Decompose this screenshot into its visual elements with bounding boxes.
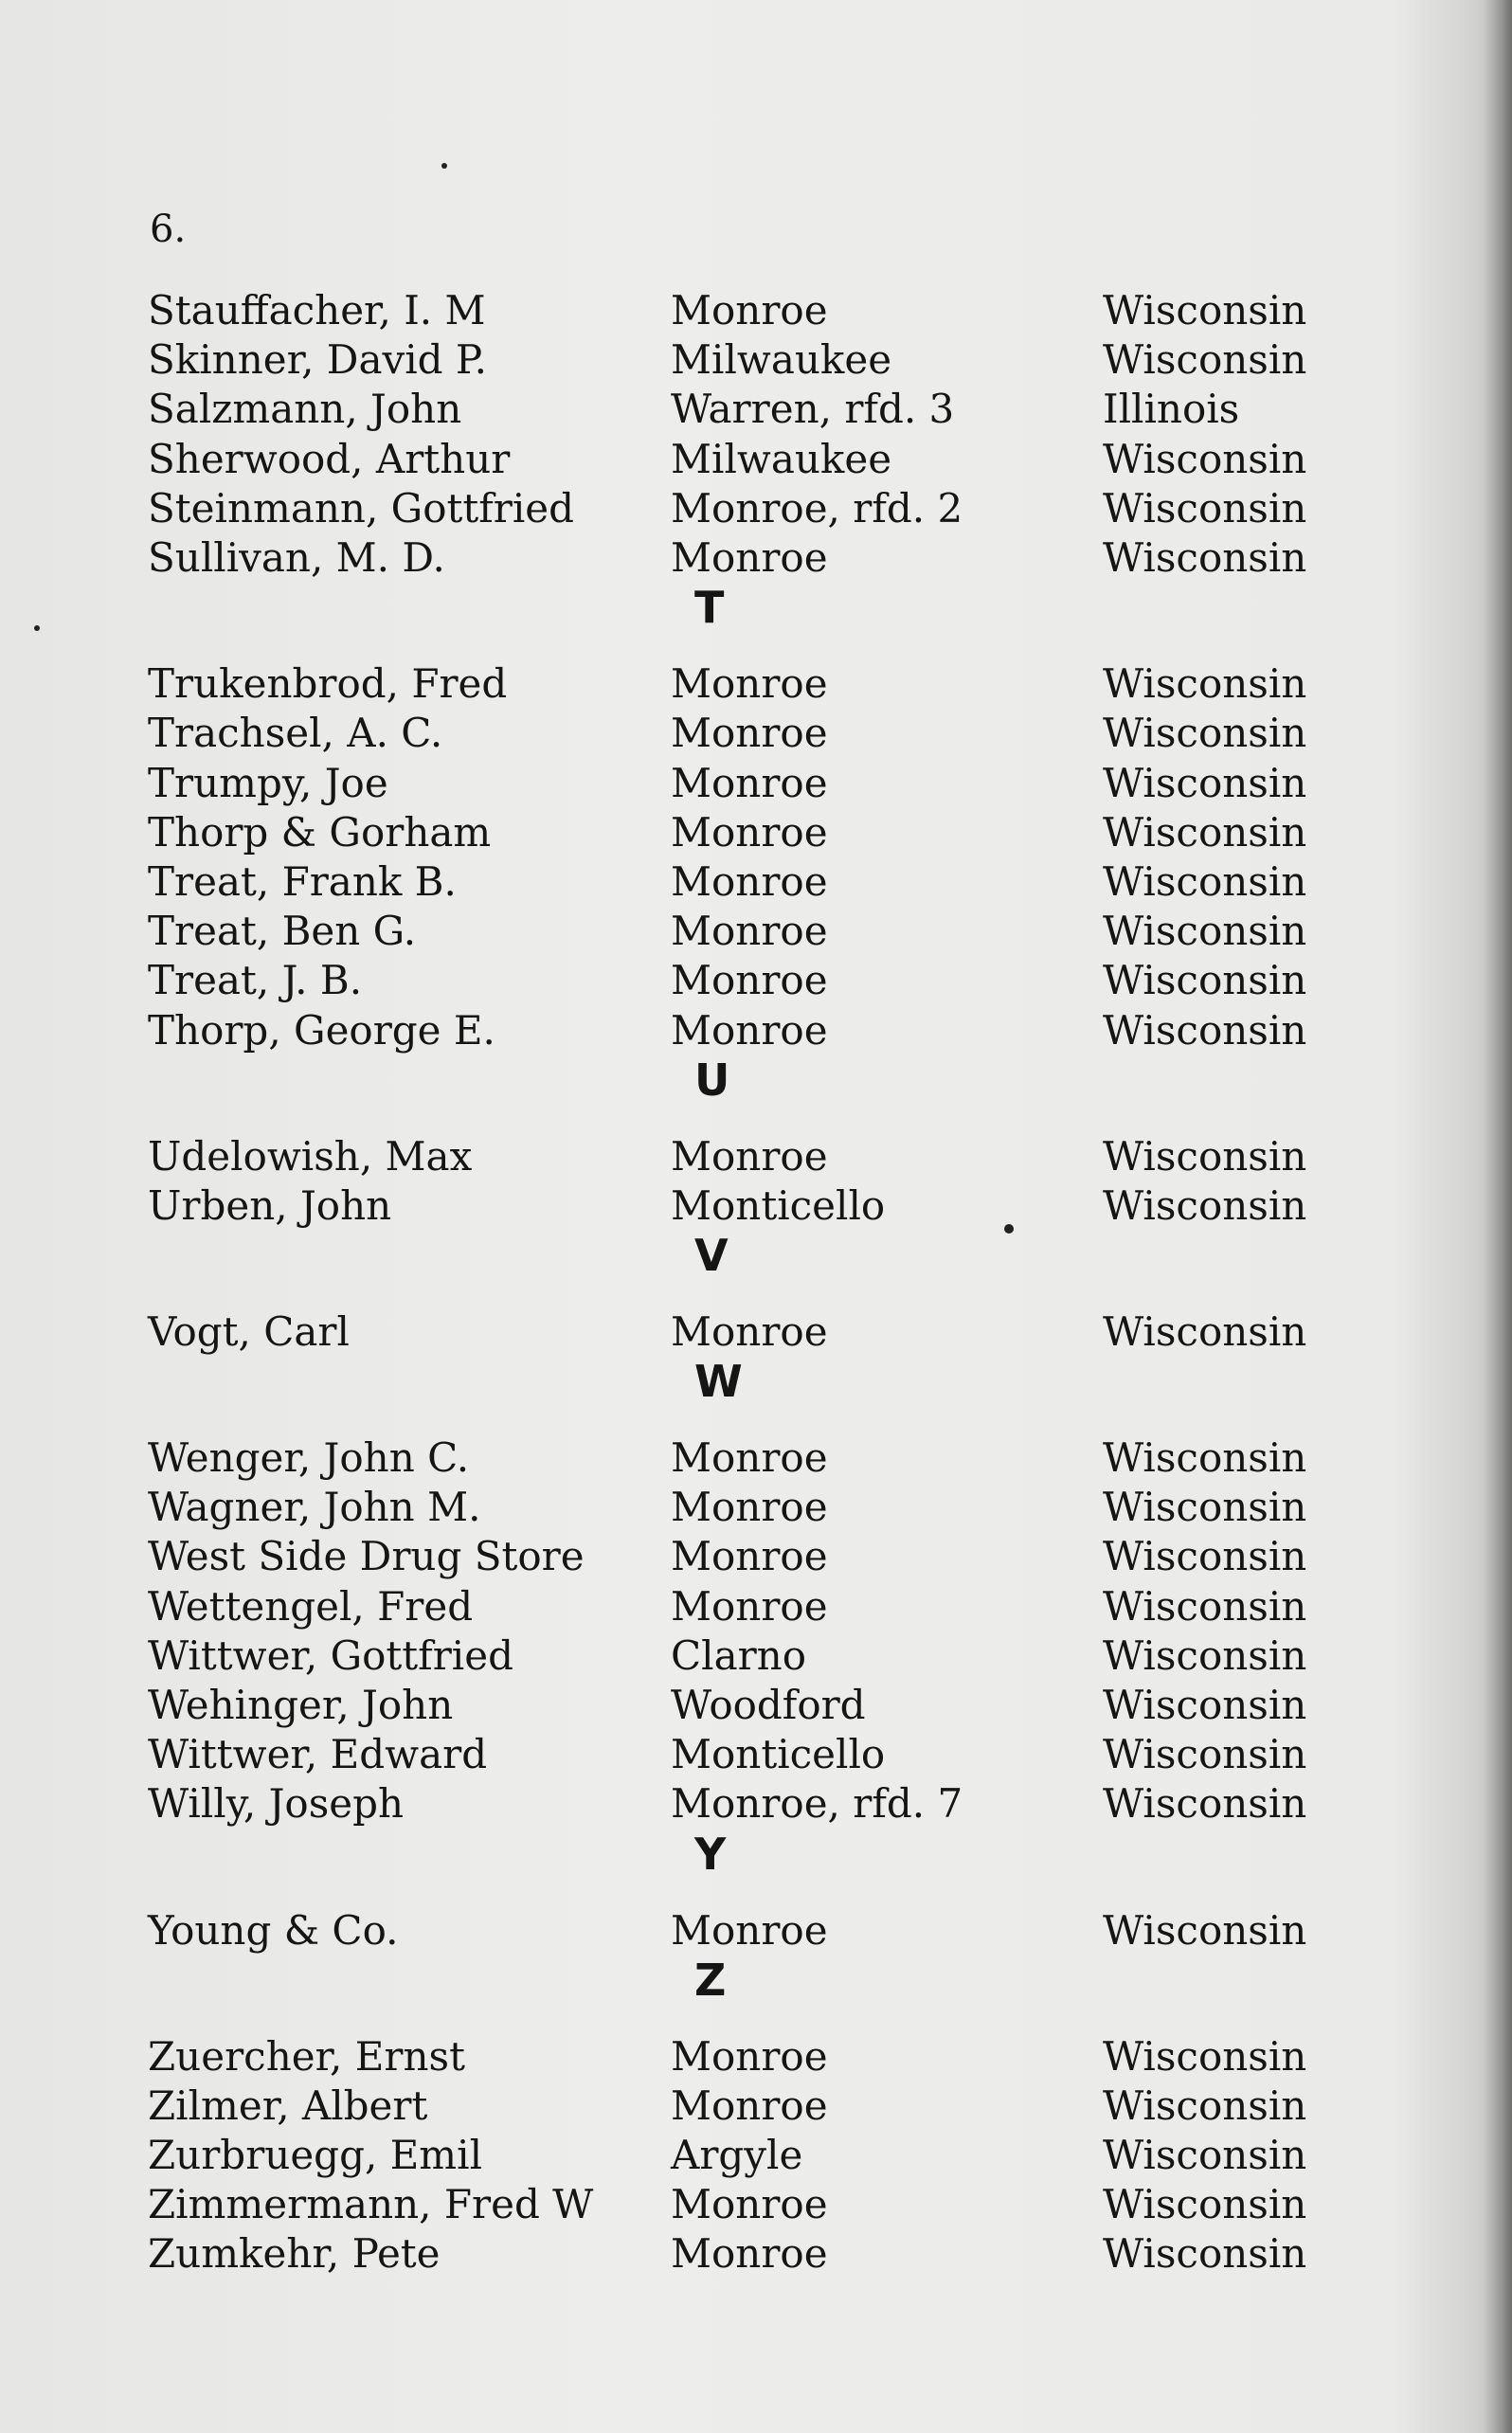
- entry-name: Young & Co.: [148, 1907, 399, 1954]
- directory-entry: [0, 808, 1512, 857]
- entry-state: Wisconsin: [1103, 1682, 1307, 1728]
- entry-city: Monroe: [671, 2181, 828, 2227]
- entry-name: Vogt, Carl: [148, 1308, 350, 1355]
- entry-name: Stauffacher, I. M: [148, 287, 486, 333]
- entry-name: Treat, J. B.: [148, 957, 363, 1003]
- entry-city: Milwaukee: [671, 336, 892, 383]
- entry-city: Monroe, rfd. 7: [671, 1780, 963, 1827]
- directory-entry: [0, 1006, 1512, 1055]
- directory-entry: [0, 2032, 1512, 2082]
- entry-state: Wisconsin: [1103, 660, 1307, 707]
- entry-city: Monroe: [671, 534, 828, 581]
- entry-city: Monroe: [671, 660, 828, 707]
- entry-name: Sullivan, M. D.: [148, 534, 445, 581]
- entry-city: Monroe: [671, 908, 828, 954]
- entry-state: Wisconsin: [1103, 1182, 1307, 1229]
- entry-state: Wisconsin: [1103, 2033, 1307, 2080]
- entry-state: Wisconsin: [1103, 1583, 1307, 1630]
- page-number: 6.: [150, 207, 187, 251]
- entry-state: Wisconsin: [1103, 710, 1307, 756]
- entry-city: Monticello: [671, 1182, 886, 1229]
- entry-city: Milwaukee: [671, 436, 892, 482]
- entry-name: Salzmann, John: [148, 386, 462, 432]
- entry-name: Treat, Frank B.: [148, 858, 457, 905]
- entry-state: Wisconsin: [1103, 1133, 1307, 1180]
- directory-entry: [0, 956, 1512, 1005]
- entry-name: Zumkehr, Pete: [148, 2230, 441, 2277]
- directory-entry: [0, 1730, 1512, 1779]
- entry-state: Wisconsin: [1103, 1907, 1307, 1954]
- directory-entry: [0, 2229, 1512, 2279]
- entry-state: Wisconsin: [1103, 534, 1307, 581]
- directory-entry: [0, 907, 1512, 956]
- ink-speck: [441, 163, 447, 169]
- directory-entry: [0, 533, 1512, 583]
- entry-name: Skinner, David P.: [148, 336, 487, 383]
- entry-state: Wisconsin: [1103, 2181, 1307, 2227]
- entry-city: Monroe: [671, 1484, 828, 1530]
- section-letter: W: [694, 1356, 743, 1407]
- section-letter: V: [694, 1230, 729, 1281]
- directory-entry: [0, 1132, 1512, 1181]
- entry-state: Illinois: [1103, 386, 1240, 432]
- entry-state: Wisconsin: [1103, 2230, 1307, 2277]
- entry-city: Monroe: [671, 858, 828, 905]
- entry-state: Wisconsin: [1103, 957, 1307, 1003]
- directory-entry: [0, 857, 1512, 907]
- entry-city: Monticello: [671, 1731, 886, 1777]
- entry-city: Monroe: [671, 1583, 828, 1630]
- entry-city: Monroe: [671, 809, 828, 856]
- entry-state: Wisconsin: [1103, 809, 1307, 856]
- entry-state: Wisconsin: [1103, 760, 1307, 806]
- entry-name: Wettengel, Fred: [148, 1583, 474, 1630]
- entry-name: Sherwood, Arthur: [148, 436, 511, 482]
- entry-state: Wisconsin: [1103, 1434, 1307, 1481]
- entry-city: Monroe: [671, 1133, 828, 1180]
- entry-city: Monroe: [671, 287, 828, 333]
- entry-name: Zurbruegg, Emil: [148, 2132, 483, 2178]
- directory-entry: [0, 1433, 1512, 1483]
- entry-city: Monroe: [671, 2230, 828, 2277]
- entry-name: Treat, Ben G.: [148, 908, 417, 954]
- directory-entry: [0, 1181, 1512, 1231]
- entry-city: Monroe: [671, 1533, 828, 1579]
- section-letter: U: [694, 1054, 730, 1106]
- entry-name: Zuercher, Ernst: [148, 2033, 465, 2080]
- entry-state: Wisconsin: [1103, 336, 1307, 383]
- entry-city: Argyle: [671, 2132, 803, 2178]
- entry-name: Thorp & Gorham: [148, 809, 492, 856]
- page-edge-shadow: [1484, 0, 1512, 2433]
- entry-state: Wisconsin: [1103, 1007, 1307, 1054]
- entry-name: Zilmer, Albert: [148, 2082, 428, 2129]
- entry-city: Monroe: [671, 2082, 828, 2129]
- directory-entry: [0, 484, 1512, 533]
- entry-name: Wittwer, Gottfried: [148, 1632, 513, 1679]
- entry-state: Wisconsin: [1103, 1484, 1307, 1530]
- entry-name: Wagner, John M.: [148, 1484, 481, 1530]
- directory-entry: [0, 385, 1512, 434]
- entry-name: Thorp, George E.: [148, 1007, 495, 1054]
- entry-state: Wisconsin: [1103, 1731, 1307, 1777]
- entry-state: Wisconsin: [1103, 1308, 1307, 1355]
- directory-entry: [0, 2131, 1512, 2180]
- entry-name: West Side Drug Store: [148, 1533, 585, 1579]
- entry-state: Wisconsin: [1103, 1533, 1307, 1579]
- entry-state: Wisconsin: [1103, 1780, 1307, 1827]
- directory-entry: [0, 335, 1512, 385]
- directory-entry: [0, 1532, 1512, 1581]
- entry-name: Trukenbrod, Fred: [148, 660, 508, 707]
- directory-entry: [0, 709, 1512, 758]
- directory-entry: [0, 286, 1512, 335]
- section-letter: Y: [694, 1829, 727, 1880]
- entry-city: Monroe: [671, 957, 828, 1003]
- section-letter: T: [694, 582, 725, 633]
- entry-state: Wisconsin: [1103, 485, 1307, 532]
- entry-city: Monroe: [671, 2033, 828, 2080]
- entry-name: Wittwer, Edward: [148, 1731, 488, 1777]
- entry-state: Wisconsin: [1103, 858, 1307, 905]
- entry-city: Monroe, rfd. 2: [671, 485, 963, 532]
- directory-entry: [0, 659, 1512, 709]
- entry-city: Monroe: [671, 710, 828, 756]
- entry-name: Urben, John: [148, 1182, 392, 1229]
- entry-name: Trachsel, A. C.: [148, 710, 443, 756]
- ink-speck: [34, 625, 40, 631]
- entry-city: Monroe: [671, 1907, 828, 1954]
- entry-city: Monroe: [671, 1434, 828, 1481]
- directory-entry: [0, 1631, 1512, 1681]
- entry-name: Trumpy, Joe: [148, 760, 388, 806]
- directory-entry: [0, 2180, 1512, 2229]
- entry-city: Monroe: [671, 1308, 828, 1355]
- entry-name: Steinmann, Gottfried: [148, 485, 575, 532]
- entry-name: Udelowish, Max: [148, 1133, 473, 1180]
- entry-city: Warren, rfd. 3: [671, 386, 955, 432]
- directory-entry: [0, 1307, 1512, 1357]
- entry-city: Monroe: [671, 1007, 828, 1054]
- entry-state: Wisconsin: [1103, 2132, 1307, 2178]
- entry-state: Wisconsin: [1103, 287, 1307, 333]
- entry-city: Woodford: [671, 1682, 866, 1728]
- entry-state: Wisconsin: [1103, 436, 1307, 482]
- directory-entry: [0, 1681, 1512, 1730]
- entry-name: Wenger, John C.: [148, 1434, 470, 1481]
- entry-city: Clarno: [671, 1632, 807, 1679]
- directory-entry: [0, 1779, 1512, 1829]
- directory-entry: [0, 1906, 1512, 1955]
- directory-entry: [0, 435, 1512, 484]
- directory-entry: [0, 759, 1512, 808]
- entry-state: Wisconsin: [1103, 908, 1307, 954]
- entry-name: Wehinger, John: [148, 1682, 454, 1728]
- directory-entry: [0, 2082, 1512, 2131]
- entry-name: Zimmermann, Fred W: [148, 2181, 594, 2227]
- entry-city: Monroe: [671, 760, 828, 806]
- directory-entry: [0, 1483, 1512, 1532]
- entry-state: Wisconsin: [1103, 2082, 1307, 2129]
- entry-name: Willy, Joseph: [148, 1780, 405, 1827]
- entry-state: Wisconsin: [1103, 1632, 1307, 1679]
- directory-entry: [0, 1582, 1512, 1631]
- section-letter: Z: [694, 1955, 727, 2006]
